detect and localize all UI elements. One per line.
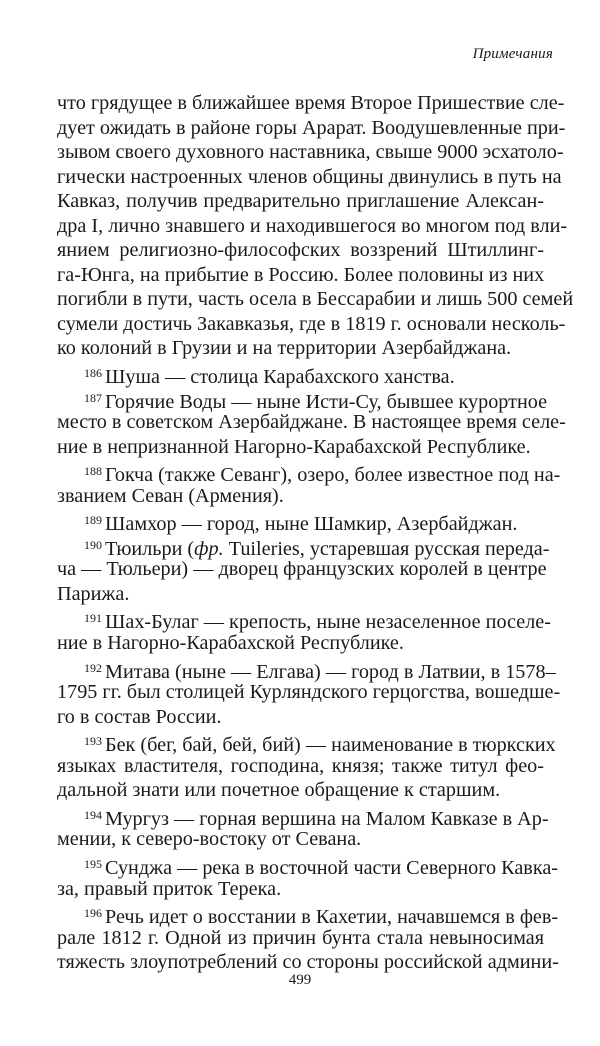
text-line: Шах-Булаг — крепость, ныне незаселенное поселе- [105,611,551,634]
footnote-192 [57,656,561,730]
text-line: Парижа. [57,582,130,605]
footnote-186 [57,361,544,389]
text-line: за, правый приток Терека. [57,877,282,900]
text-segment: Тюильри ( [105,537,195,560]
text-line: сумели достичь Закавказья, где в 1819 г. основали несколь- [57,312,566,335]
text-line: языках властителя, господина, князя; также титул фео- [57,754,544,777]
text-line: га-Юнга, на прибытие в Россию. Более половины из них [57,263,545,286]
running-header: Примечания [472,46,553,62]
text-line: Кавказ, получив предварительно приглашение Алексан- [57,190,544,213]
footnote-number: 189 [84,513,102,528]
text-line: ко колоний в Грузии и на территории Азербайджана. [57,337,512,360]
text-line: званием Севан (Армения). [57,484,284,507]
text-line: янием религиозно-философских воззрений Штиллинг- [57,239,544,262]
footnote-188 [57,459,561,508]
text-line: что грядущее в ближайшее время Второе Пришествие сле- [57,92,565,114]
text-line: рале 1812 г. Одной из причин бунта стала невыносимая [57,926,544,949]
text-line: ние в непризнанной Нагорно-Карабахской Республике. [57,435,531,458]
text-line: дальной знати или почетное обращение к старшим. [57,779,501,802]
text-line: зывом своего духовного наставника, свыше 9000 эсхатоло- [57,141,564,164]
footnote-number: 195 [84,856,102,871]
footnote-195 [57,852,559,901]
page-number: 499 [288,972,312,988]
footnote-number: 192 [84,660,102,675]
abbreviation-italic: фр. [194,537,224,560]
text-line: тяжесть злоупотреблений со стороны российской админи- [57,951,559,974]
text-segment: Tuileries, устаревшая русская переда- [223,537,550,560]
text-line: ча — Тюльери) — дворец французских королей в центре [57,558,547,581]
text-line: мении, к северо-востоку от Севана. [57,828,362,851]
text-line: Речь идет о восстании в Кахетии, начавшемся в фев- [105,906,559,929]
text-line: Бек (бег, бай, бей, бий) — наименование в тюркских [105,734,556,757]
footnote-number: 193 [84,734,102,749]
footnote-number: 186 [84,366,102,381]
text-line: Митава (ныне — Елгава) — город в Латвии, в 1578– [105,660,556,683]
text-line: ние в Нагорно-Карабахской Республике. [57,632,404,655]
text-line: Сунджа — река в восточной части Северного Кавка- [105,856,559,879]
text-line: место в советском Азербайджане. В настоящее время селе- [57,411,566,434]
text-line: Горячие Воды — ныне Исти-Су, бывшее курортное [105,390,548,413]
footnote-number: 188 [84,464,102,479]
footnote-190 [57,533,550,607]
text-line: погибли в пути, часть осела в Бессарабии и лишь 500 семей [57,288,574,311]
footnote-number: 191 [84,611,102,626]
footnote-196 [57,901,559,975]
body-text [57,91,574,975]
text-line: гически настроенных членов общины двинулись в путь на [57,165,562,188]
text-line: 1795 гг. был столицей Курляндского герцогства, вошедше- [57,681,561,704]
text-line: Шамхор — город, ныне Шамкир, Азербайджан. [105,513,518,536]
paragraph [57,91,574,361]
footnote-number: 187 [84,390,102,405]
footnote-191 [57,606,551,655]
text-line: дует ожидать в районе горы Арарат. Воодушевленные при- [57,116,566,139]
footnote-194 [57,803,549,852]
text-line: дра I, лично знавшего и находившегося во многом под вли- [57,214,568,237]
footnote-number: 190 [84,537,102,552]
text-line: Гокча (также Севанг), озеро, более известное под на- [105,464,561,487]
footnote-number: 194 [84,807,102,822]
footnote-193 [57,729,556,803]
footnote-number: 196 [84,906,102,921]
text-line: Шуша — столица Карабахского ханства. [105,366,455,389]
text-line: Мургуз — горная вершина на Малом Кавказе в Ар- [105,807,549,830]
footnote-187 [57,386,566,460]
footnote-189 [57,508,544,536]
text-line: го в состав России. [57,705,222,728]
